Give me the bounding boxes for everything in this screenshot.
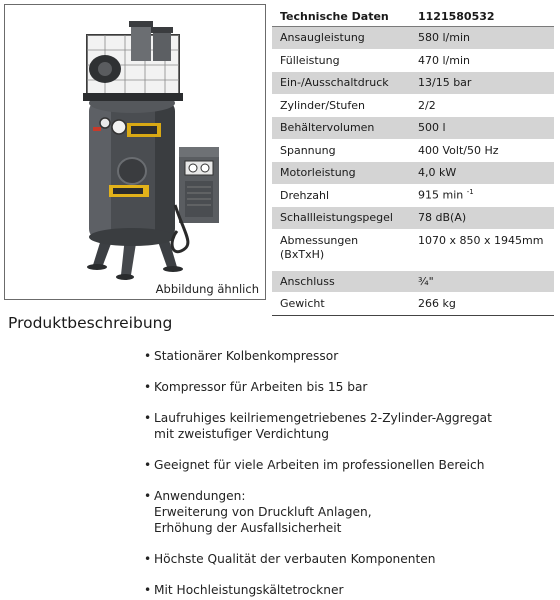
spec-value: ¾": [412, 270, 554, 293]
bullet-icon: •: [144, 489, 152, 503]
table-row: [272, 94, 554, 117]
list-item-text: Mit Hochleistungskältetrockner: [154, 583, 344, 597]
table-row: [272, 293, 554, 316]
spec-value: 500 l: [412, 117, 554, 140]
spec-value: 13/15 bar: [412, 72, 554, 95]
spec-label: Schallleistungspegel: [272, 207, 412, 230]
bullet-icon: •: [144, 380, 152, 394]
list-item-line: [144, 348, 492, 364]
spec-label: Behältervolumen: [272, 117, 412, 140]
table-row: [272, 207, 554, 230]
spec-label-line: Abmessungen: [280, 233, 359, 247]
bullet-icon: •: [144, 552, 152, 566]
spec-value: 4,0 kW: [412, 162, 554, 185]
spec-value: 2/2: [412, 94, 554, 117]
list-item-text: Stationärer Kolbenkompressor: [154, 349, 339, 363]
spec-value-text: 915 min: [418, 189, 464, 203]
list-item-text: Kompressor für Arbeiten bis 15 bar: [154, 380, 368, 394]
table-header-row: [272, 6, 554, 27]
spec-value: 266 kg: [412, 293, 554, 316]
spec-value-exponent: -1: [466, 188, 474, 197]
technical-data-table: [272, 6, 554, 316]
list-item-text: Geeignet für viele Arbeiten im professionellen Bereich: [154, 458, 485, 472]
table-row: [272, 72, 554, 95]
header-label: Technische Daten: [272, 6, 412, 27]
table-row: [272, 139, 554, 162]
bullet-icon: •: [144, 349, 152, 363]
list-item-line: [144, 582, 492, 598]
list-item-continuation: mit zweistufiger Verdichtung: [154, 427, 330, 441]
list-item: [144, 348, 492, 364]
list-item-line: [144, 488, 492, 504]
spec-label: Spannung: [272, 139, 412, 162]
list-item-continuation: Erhöhung der Ausfallsicherheit: [154, 521, 342, 535]
list-item-text: Höchste Qualität der verbauten Komponenten: [154, 552, 436, 566]
article-number: 1121580532: [412, 6, 554, 27]
bullet-icon: •: [144, 411, 152, 425]
table-row: [272, 117, 554, 140]
spec-label: Motorleistung: [272, 162, 412, 185]
feature-list: [144, 348, 492, 598]
table-row: [272, 270, 554, 293]
list-item: [144, 582, 492, 598]
list-item-line: [144, 379, 492, 395]
spec-label: Ansaugleistung: [272, 27, 412, 50]
table-row: [272, 184, 554, 207]
list-item: [144, 379, 492, 395]
compressor-illustration: [5, 5, 265, 299]
spec-label: Anschluss: [272, 270, 412, 293]
spec-label: Zylinder/Stufen: [272, 94, 412, 117]
spec-value: 580 l/min: [412, 27, 554, 50]
table-row: [272, 27, 554, 50]
table-row: [272, 162, 554, 185]
bullet-icon: •: [144, 458, 152, 472]
spec-label: Fülleistung: [272, 49, 412, 72]
spec-value: 78 dB(A): [412, 207, 554, 230]
list-item-line: [144, 410, 492, 426]
list-item: [144, 551, 492, 567]
list-item-text: Laufruhiges keilriemengetriebenes 2-Zylinder-Aggregat: [154, 411, 492, 425]
spec-label: Gewicht: [272, 293, 412, 316]
spec-value: 1070 x 850 x 1945mm: [412, 229, 554, 270]
section-title: Produktbeschreibung: [8, 314, 173, 332]
table-row: [272, 49, 554, 72]
list-item: [144, 457, 492, 473]
list-item-continuation: Erweiterung von Druckluft Anlagen,: [154, 505, 372, 519]
image-caption: Abbildung ähnlich: [155, 282, 259, 296]
spec-label-line: (BxTxH): [280, 247, 325, 261]
table-row: [272, 229, 554, 270]
spec-value: 400 Volt/50 Hz: [412, 139, 554, 162]
list-item-line: [144, 457, 492, 473]
spec-label: Drehzahl: [272, 184, 412, 207]
spec-label: Ein-/Ausschaltdruck: [272, 72, 412, 95]
list-item-line: [144, 551, 492, 567]
spec-label: [272, 229, 412, 270]
bullet-icon: •: [144, 583, 152, 597]
list-item: [144, 410, 492, 442]
list-item-text: Anwendungen:: [154, 489, 246, 503]
spec-value: [412, 184, 554, 207]
spec-value: 470 l/min: [412, 49, 554, 72]
list-item: [144, 488, 492, 536]
product-image: [4, 4, 266, 300]
